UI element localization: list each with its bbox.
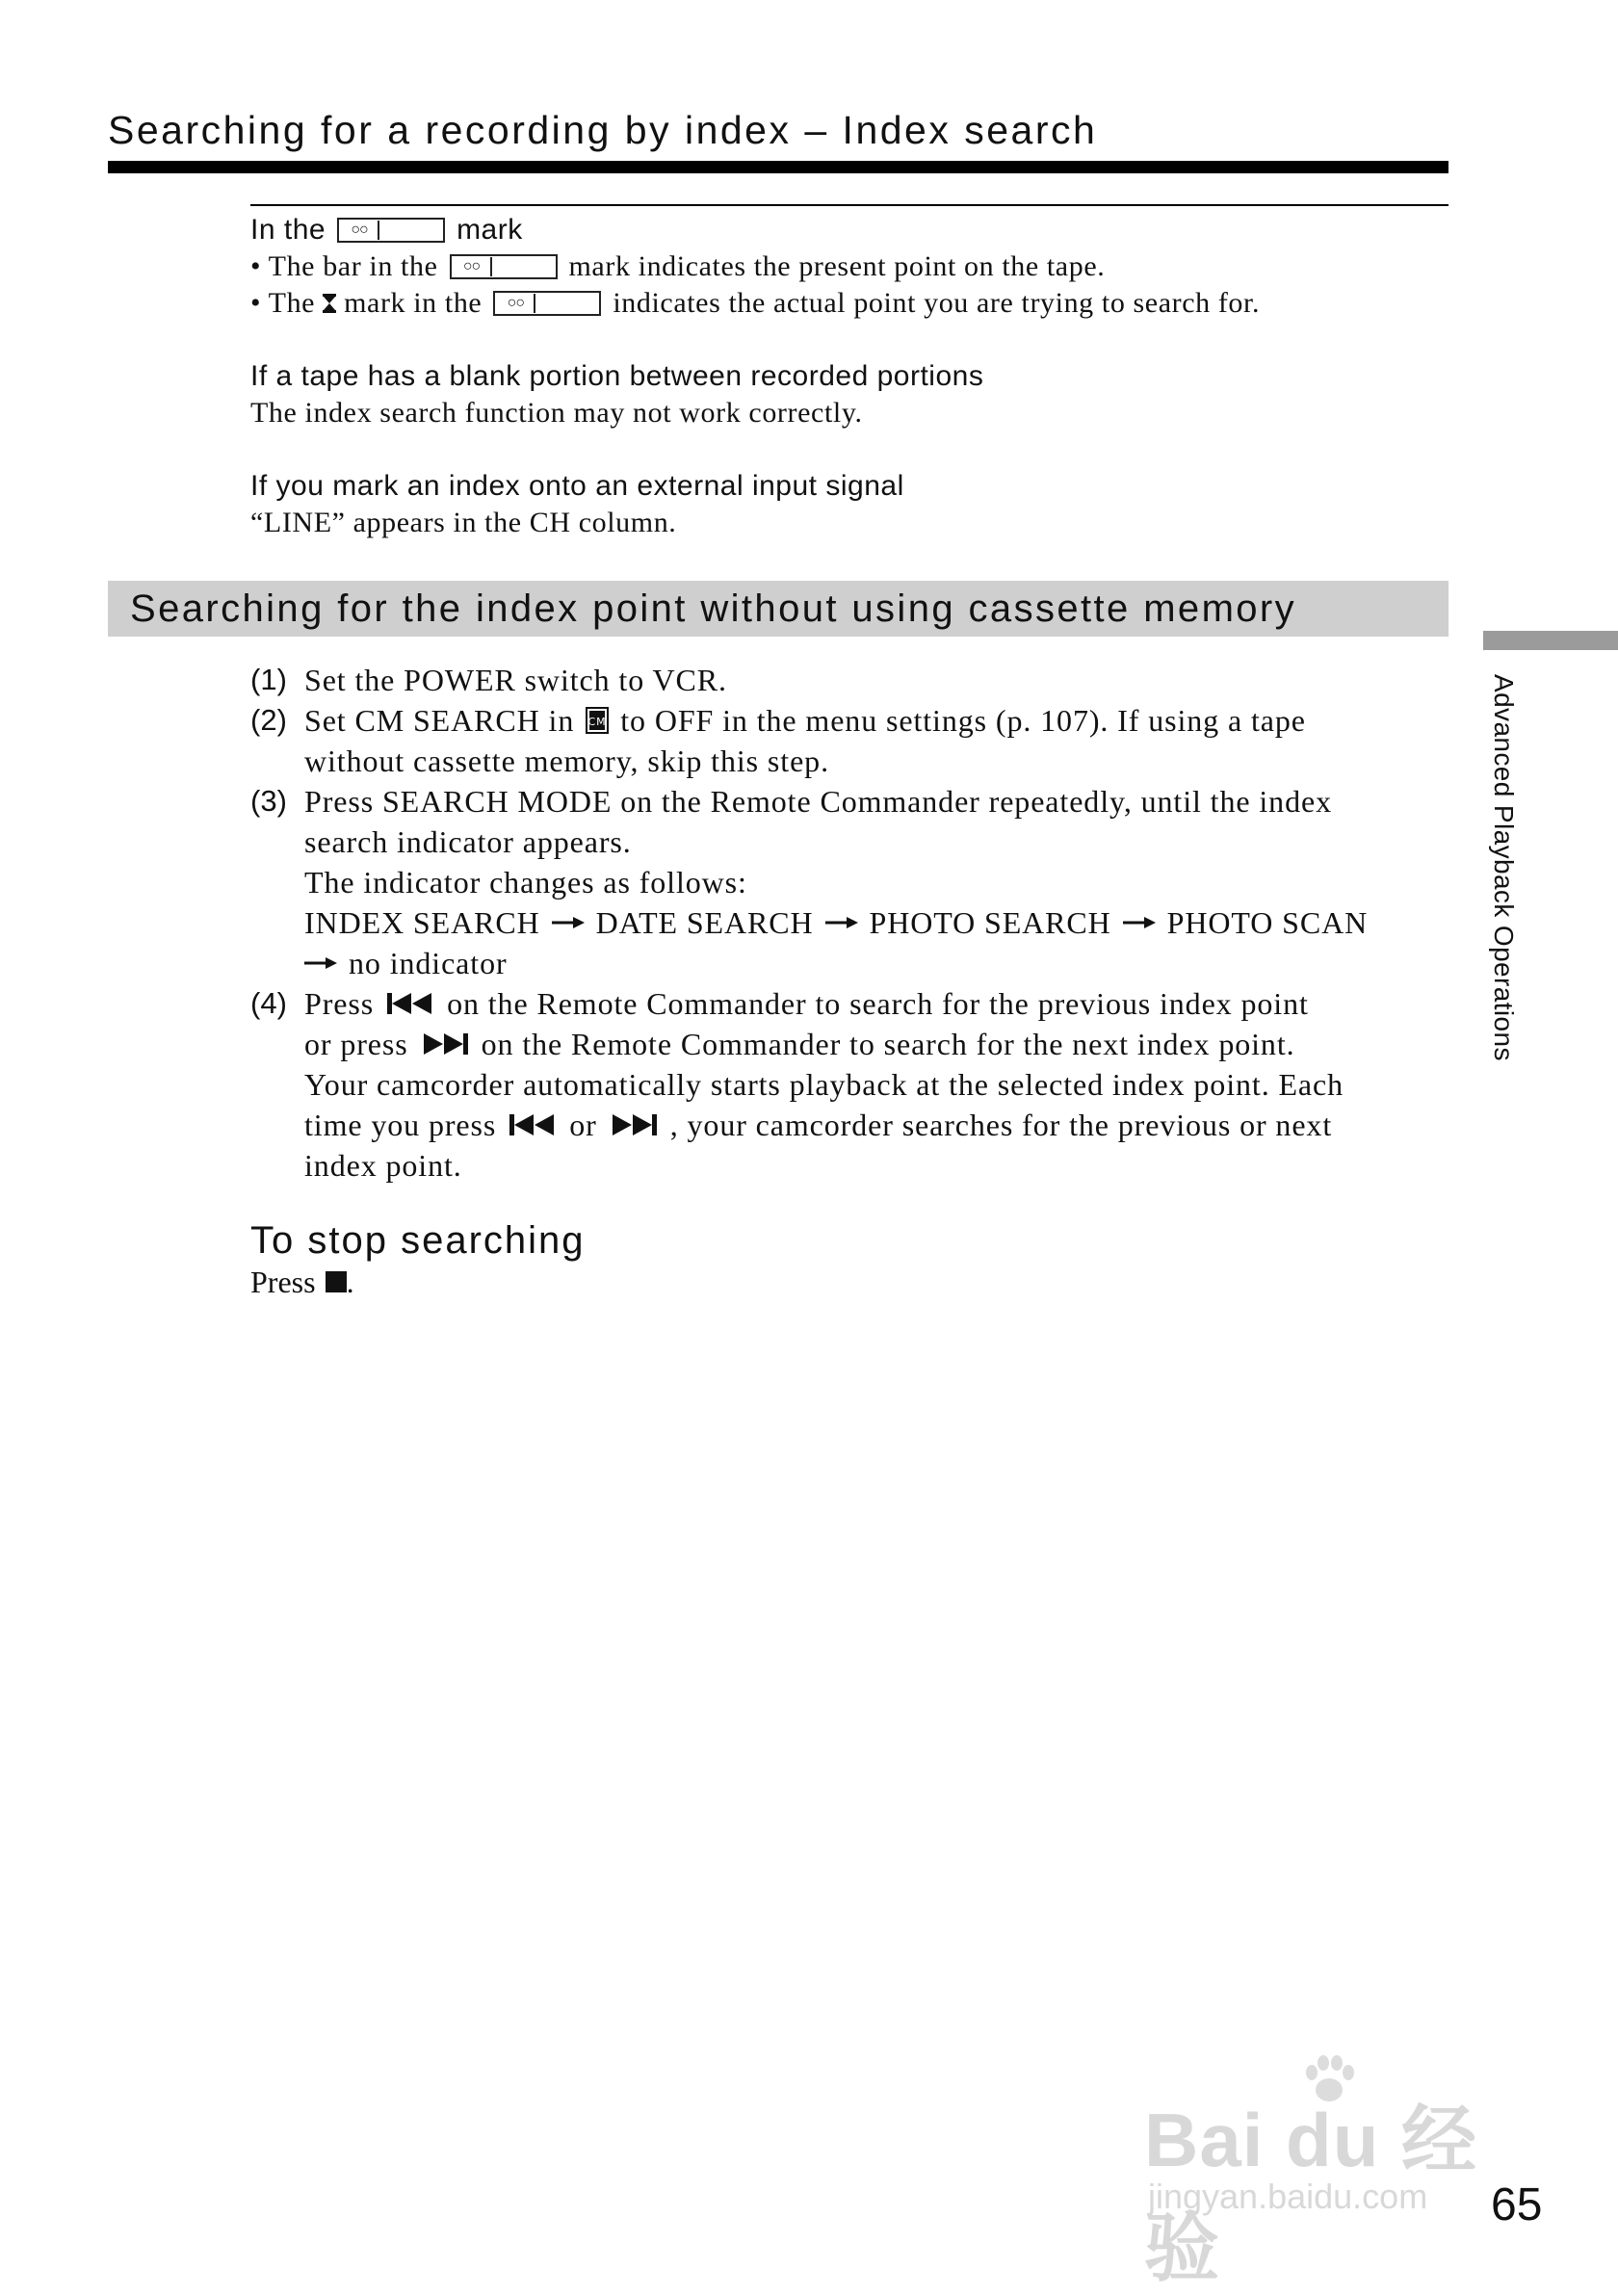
side-tab-marker — [1483, 631, 1618, 650]
section-title: Searching for the index point without using cassette memory — [130, 587, 1297, 630]
indicator-mode: INDEX SEARCH — [304, 905, 540, 940]
step-2 — [250, 700, 1454, 781]
arrow-right-icon — [552, 915, 585, 930]
external-signal-heading: If you mark an index onto an external input signal — [250, 470, 904, 502]
indicator-mode: no indicator — [349, 946, 508, 980]
indicator-sequence-end — [304, 943, 1454, 983]
step-text — [304, 1024, 1454, 1064]
indicator-mode: PHOTO SEARCH — [869, 905, 1111, 940]
stop-text-part: Press — [250, 1265, 316, 1299]
step-4 — [250, 983, 1454, 1186]
header-rule — [108, 161, 1448, 173]
stop-searching-text — [250, 1262, 354, 1302]
svg-text:CM: CM — [587, 716, 607, 728]
step-1 — [250, 660, 1454, 700]
notes-block — [250, 212, 1448, 541]
blank-portion-text: The index search function may not work correctly. — [250, 397, 863, 429]
bullet-text: mark in the — [344, 287, 483, 319]
skip-previous-icon — [508, 1112, 558, 1137]
bullet-text: • The bar in the — [250, 250, 438, 282]
side-tab-label: Advanced Playback Operations — [1489, 674, 1519, 1061]
step-text-part: Set CM SEARCH in — [304, 703, 575, 738]
step-text-part: or press — [304, 1027, 408, 1061]
indicator-sequence — [304, 902, 1454, 943]
bullet-search-point — [250, 285, 1448, 322]
step-text: without cassette memory, skip this step. — [304, 744, 829, 778]
blank-portion-heading: If a tape has a blank portion between recorded portions — [250, 360, 984, 392]
step-text — [304, 983, 1454, 1024]
external-signal-text: “LINE” appears in the CH column. — [250, 507, 677, 538]
tape-counter-icon: ○○ — [450, 254, 558, 279]
step-text-part: Press — [304, 986, 375, 1021]
stop-text-part: . — [346, 1265, 354, 1299]
indicator-mode: PHOTO SCAN — [1166, 905, 1369, 940]
bullet-text: mark indicates the present point on the tape. — [568, 250, 1106, 282]
arrow-right-icon — [1123, 915, 1156, 930]
page-title: Searching for a recording by index – Index search — [108, 108, 1098, 152]
step-text: The indicator changes as follows: — [304, 865, 747, 900]
step-number: (4) — [250, 986, 287, 1020]
step-text-part: , your camcorder searches for the previous or next — [669, 1108, 1333, 1142]
watermark-logo: Bai du 经验 — [1144, 2098, 1478, 2290]
step-text — [304, 700, 1454, 741]
step-3 — [250, 781, 1454, 983]
skip-next-icon — [420, 1031, 470, 1057]
stop-searching-heading: To stop searching — [250, 1219, 586, 1262]
step-number: (2) — [250, 703, 287, 737]
mark-heading-text-2: mark — [457, 214, 523, 246]
mark-heading — [250, 212, 1448, 248]
watermark-url: jingyan.baidu.com — [1148, 2177, 1428, 2216]
index-marker-icon — [323, 294, 336, 313]
indicator-mode: DATE SEARCH — [595, 905, 814, 940]
steps-list — [250, 660, 1454, 1186]
mark-heading-text: In the — [250, 214, 326, 246]
baidu-watermark — [1136, 2051, 1522, 2290]
step-text-part: or — [569, 1108, 597, 1142]
step-text-part: on the Remote Commander to search for the next index point. — [481, 1027, 1295, 1061]
arrow-right-icon — [304, 955, 337, 971]
step-text: Your camcorder automatically starts playback at the selected index point. Each — [304, 1067, 1344, 1102]
step-text: Set the POWER switch to VCR. — [304, 663, 727, 697]
tape-counter-icon: ○○ — [337, 218, 445, 243]
tape-counter-icon: ○○ — [493, 291, 601, 316]
stop-icon — [326, 1271, 347, 1292]
step-text-part: on the Remote Commander to search for the previous index point — [447, 986, 1309, 1021]
skip-previous-icon — [385, 991, 435, 1016]
step-text-part: to OFF in the menu settings (p. 107). If using a tape — [620, 703, 1306, 738]
bullet-text: • The — [250, 287, 316, 319]
step-number: (1) — [250, 663, 287, 696]
step-text: index point. — [304, 1148, 462, 1183]
step-text: search indicator appears. — [304, 824, 632, 859]
step-text-part: time you press — [304, 1108, 497, 1142]
skip-next-icon — [609, 1112, 659, 1137]
bullet-present-point — [250, 248, 1448, 285]
arrow-right-icon — [825, 915, 858, 930]
step-number: (3) — [250, 784, 287, 818]
page-number: 65 — [1491, 2179, 1543, 2231]
step-text — [304, 1105, 1454, 1145]
bullet-text: indicates the actual point you are trying to search for. — [613, 287, 1261, 319]
step-text: Press SEARCH MODE on the Remote Commander repeatedly, until the index — [304, 784, 1332, 819]
cassette-memory-menu-icon — [586, 707, 609, 734]
notes-rule — [250, 204, 1448, 206]
